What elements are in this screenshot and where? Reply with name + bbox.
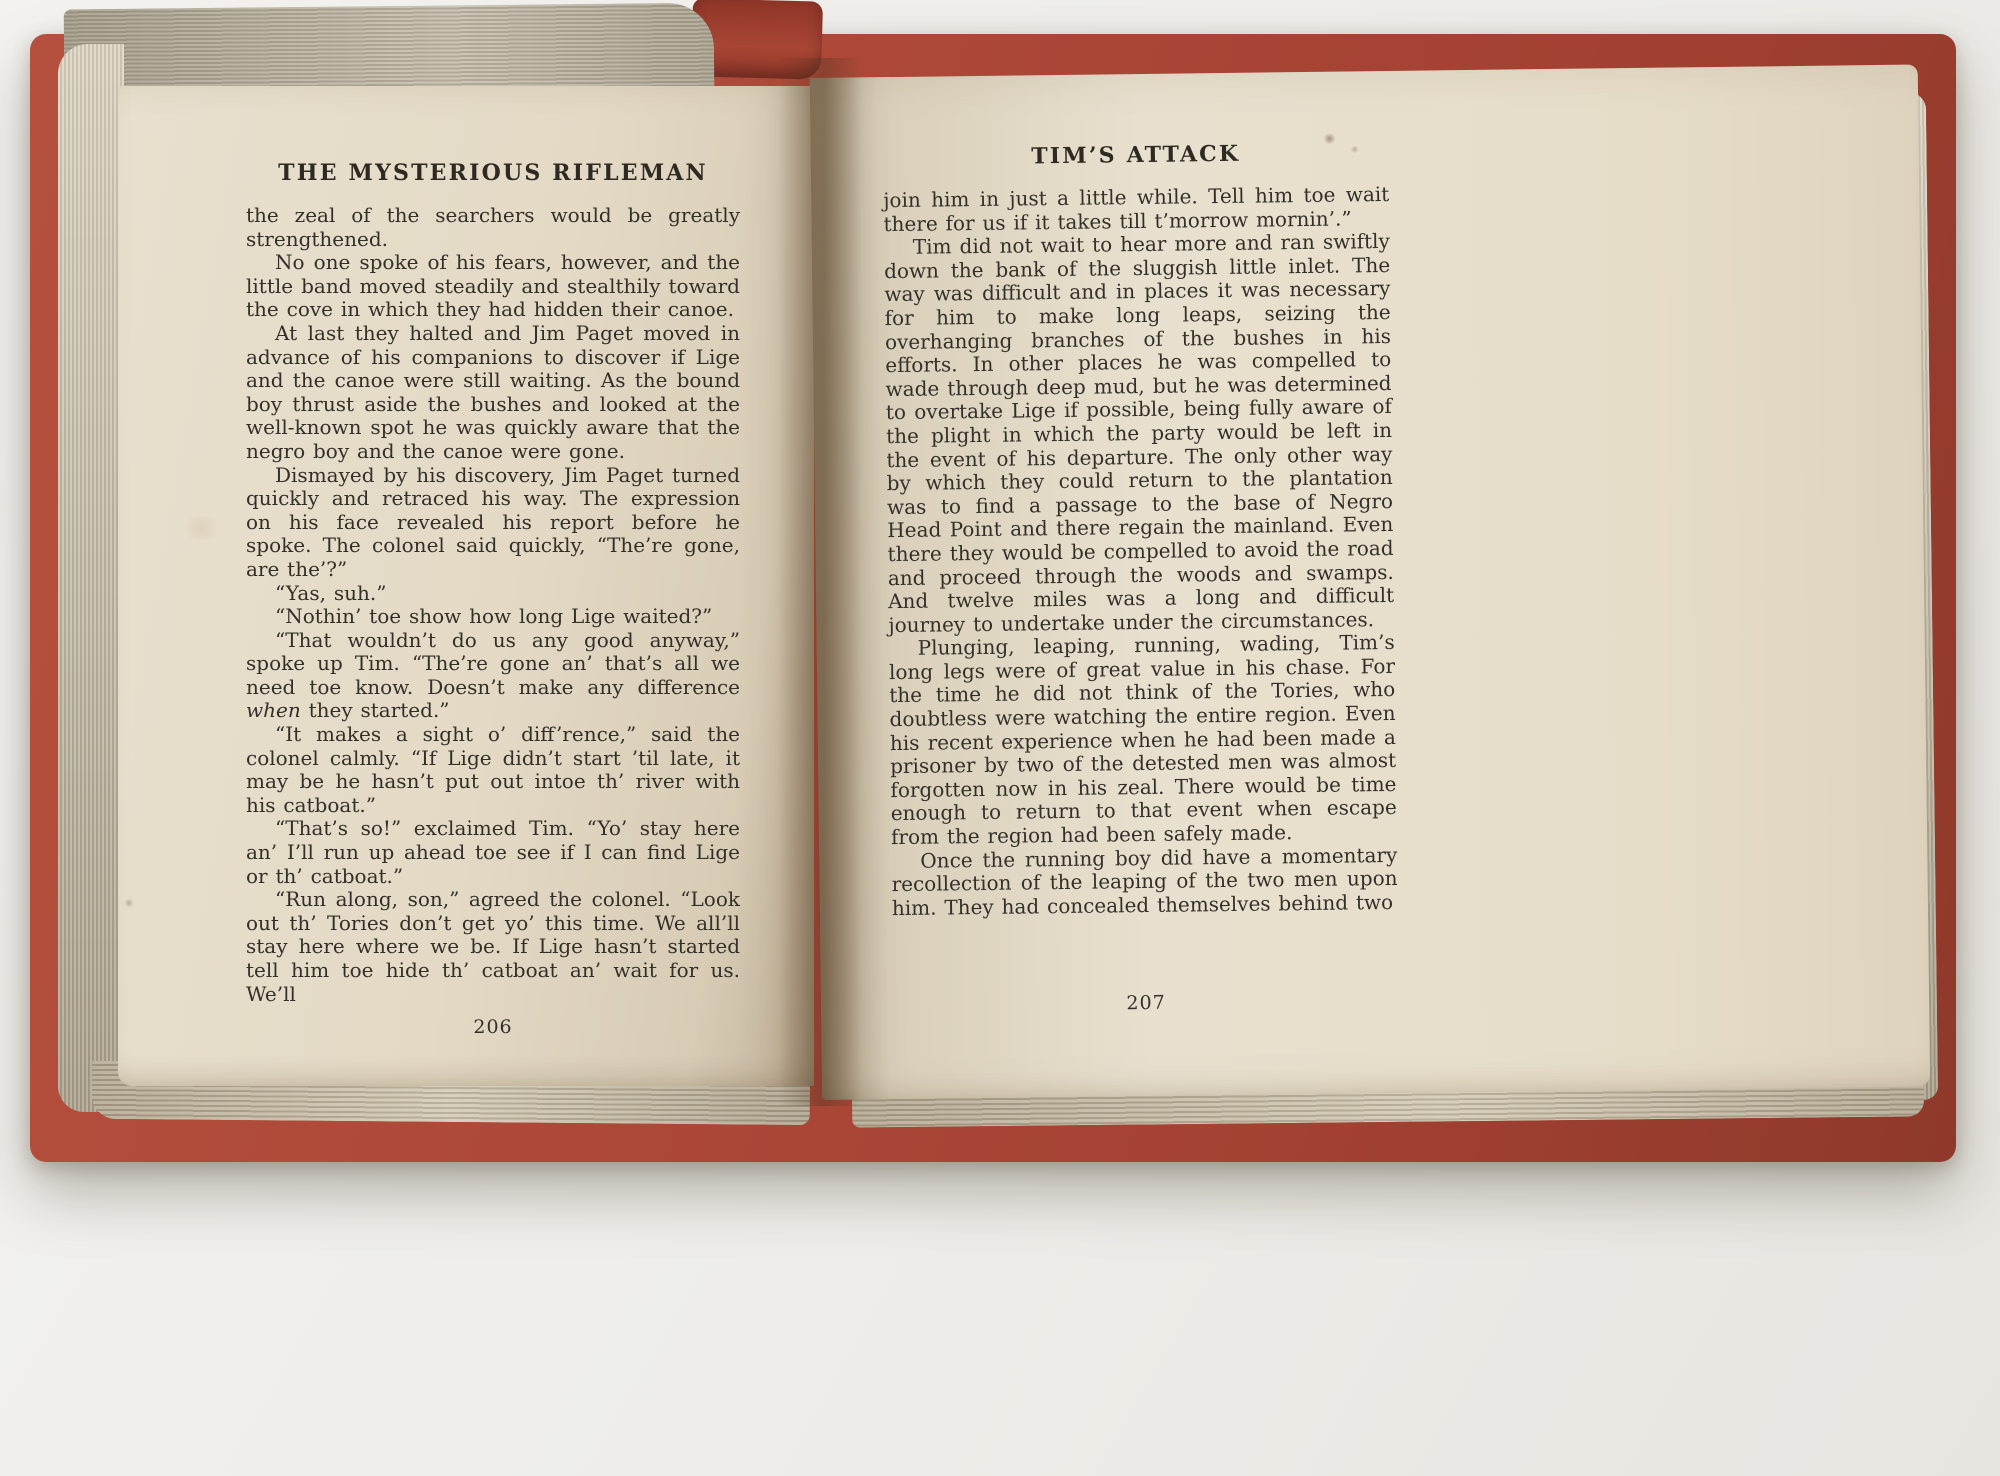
right-page-body [883,183,1398,921]
paragraph: “That’s so!” exclaimed Tim. “Yo’ stay here an’ I’ll run up ahead toe see if I can find Lige or th’ catboat.” [246,816,740,888]
paragraph: “Nothin’ toe show how long Lige waited?” [275,604,713,629]
paragraph: Once the running boy did have a momentary recollection of the leaping of the two men upon him. They had concealed themselves behind two [891,842,1398,920]
paragraph: Dismayed by his discovery, Jim Paget turned quickly and retraced his way. The expression on his face revealed his report before he spoke. The colonel said quickly, “The’re gone, are the’?” [246,462,740,581]
foxing-stain [124,898,134,908]
paragraph: “Yas, suh.” [275,580,387,605]
paragraph-text: “That wouldn’t do us any good anyway,” spoke up Tim. “The’re gone an’ that’s all we need toe know. Doesn’t make any difference [246,627,740,699]
page-edges-left [58,44,124,1112]
paragraph [246,629,740,723]
left-page [118,86,814,1086]
right-page [810,65,1930,1100]
right-page-content [883,139,1400,1017]
right-page-number: 207 [1126,991,1166,1015]
paragraph-text: they started.” [300,698,450,723]
italic-word: when [246,698,301,723]
foxing-stain [178,516,224,540]
paragraph: At last they halted and Jim Paget moved in advance of his companions to discover if Lige and the canoe were still waiting. As the bound boy thrust aside the bushes and looked at the well-known spot he was quickly aware that the negro boy and the canoe were gone. [246,320,740,463]
paragraph: Plunging, leaping, running, wading, Tim’s long legs were of great value in his chase. For the time he did not think of the Tories, who doubtless were watching the entire region. Even his recent experience when he had been made a prisoner by two of the detested men was almost forgotten now in his zeal. There would be time enough to return to that event when escape from the region had been safely made. [888,630,1397,850]
paragraph: Tim did not wait to hear more and ran swiftly down the bank of the sluggish little inlet. The way was difficult and in places it was necessary for him to make long leaps, seizing the overhanging branches of the bushes in his efforts. In other places he was compelled to wade through deep mud, but he was determined to overtake Lige if possible, being fully aware of the plight in which the party would be left in the event of his departure. The only other way by which they could return to the plantation was to find a passage to the base of Negro Head Point and there regain the mainland. Even there they would be compelled to avoid the road and proceed through the woods and swamps. And twelve miles was a long and difficult journey to undertake under the circumstances. [883,229,1395,637]
left-page-content [246,160,740,1038]
left-running-head: THE MYSTERIOUS RIFLEMAN [278,160,708,186]
paragraph: “Run along, son,” agreed the colonel. “Look out th’ Tories don’t get yo’ this time. We all’ll stay here where we be. If Lige hasn’t started tell him toe hide th’ catboat an’ wait for us. We’ll [246,887,740,1006]
page-edges-top [64,3,715,96]
paragraph: join him in just a little while. Tell him toe wait there for us if it takes till t’morrow mornin’.” [883,181,1390,236]
right-running-head: TIM’S ATTACK [1031,140,1241,170]
left-page-body [246,204,740,1006]
paragraph: No one spoke of his fears, however, and the little band moved steadily and stealthily toward the cove in which they had hidden their canoe. [246,250,740,322]
left-page-number: 206 [473,1016,513,1038]
paragraph: “It makes a sight o’ diff’rence,” said the colonel calmly. “If Lige didn’t start ’til late, it may be he hasn’t put out intoe th’ river with his catboat.” [246,722,740,817]
paragraph: the zeal of the searchers would be greatly strengthened. [246,203,740,251]
